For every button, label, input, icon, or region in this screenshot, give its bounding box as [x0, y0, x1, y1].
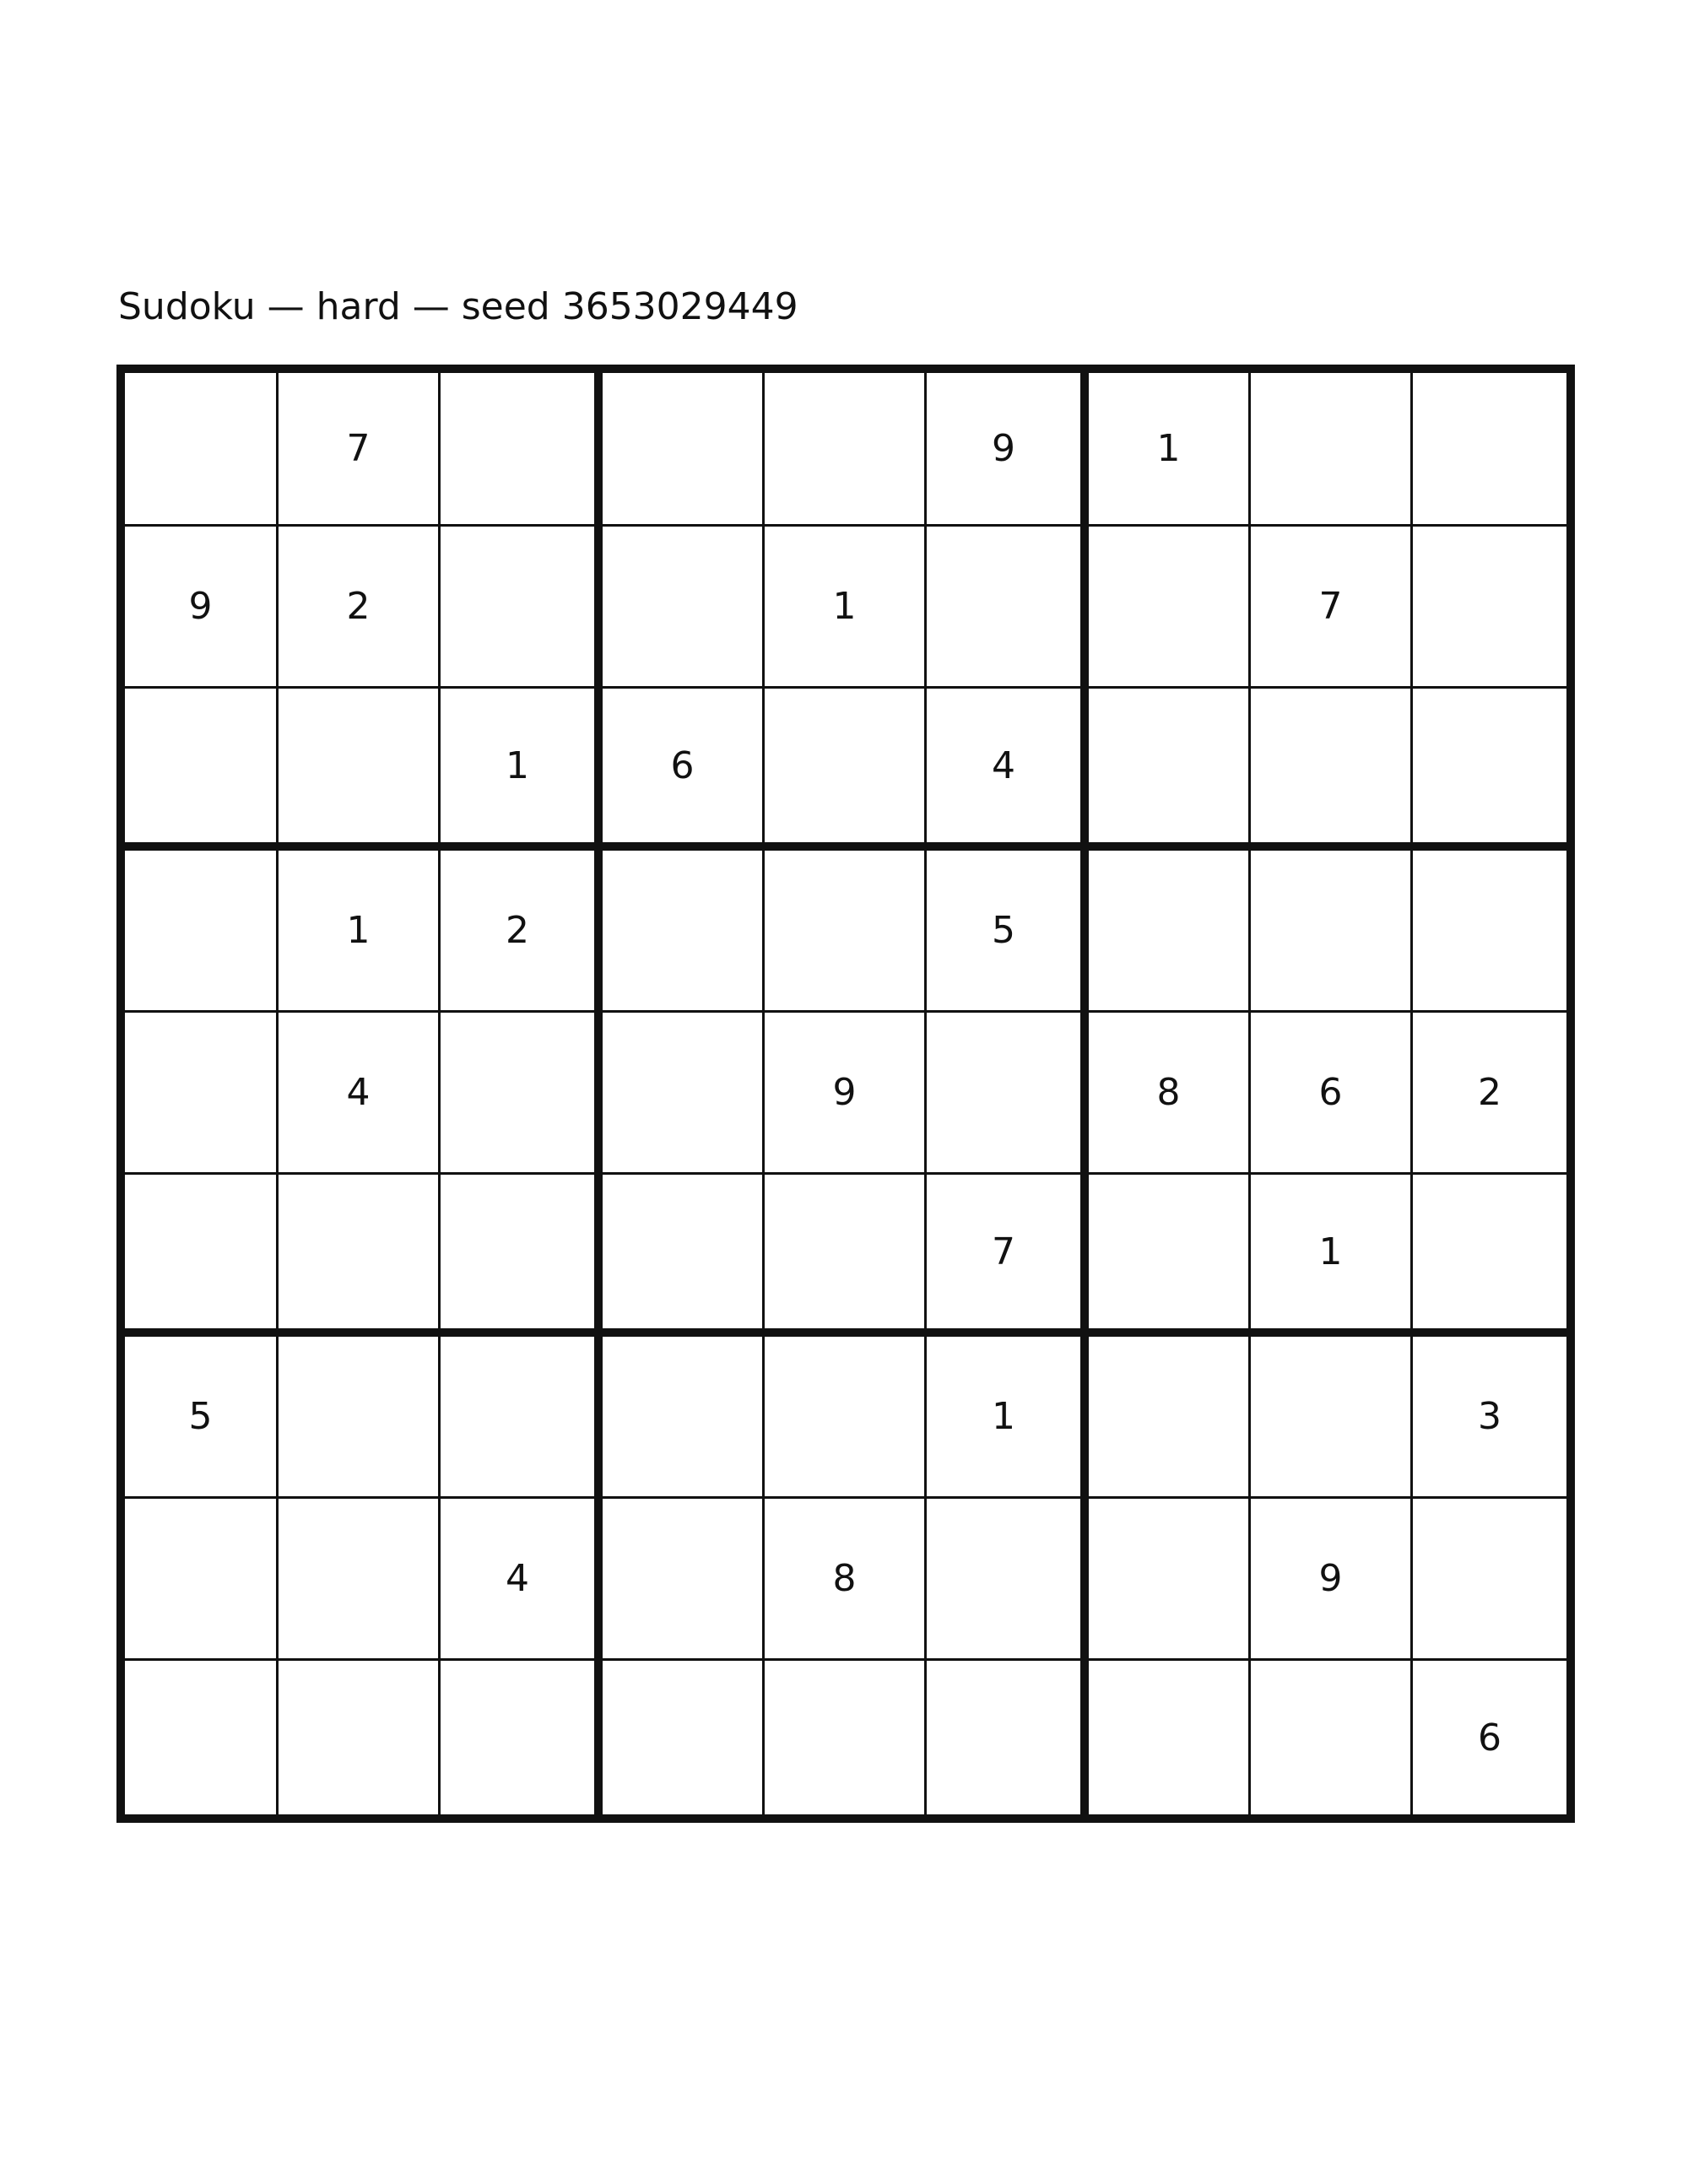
sudoku-cell-r1-c7[interactable]: 1	[1089, 365, 1251, 527]
sudoku-cell-r8-c1[interactable]	[116, 1499, 279, 1661]
sudoku-cell-r7-c8[interactable]	[1251, 1337, 1413, 1499]
sudoku-cell-r1-c2[interactable]: 7	[279, 365, 441, 527]
sudoku-cell-r2-c6[interactable]	[927, 527, 1089, 689]
sudoku-cell-r7-c4[interactable]	[603, 1337, 765, 1499]
sudoku-cell-r9-c8[interactable]	[1251, 1661, 1413, 1823]
sudoku-cell-r5-c4[interactable]	[603, 1013, 765, 1175]
sudoku-cell-r4-c2[interactable]: 1	[279, 851, 441, 1013]
sudoku-cell-r9-c3[interactable]	[441, 1661, 603, 1823]
sudoku-cell-r5-c2[interactable]: 4	[279, 1013, 441, 1175]
sudoku-cell-r6-c4[interactable]	[603, 1175, 765, 1337]
sudoku-board	[116, 365, 1575, 1823]
sudoku-cell-r4-c7[interactable]	[1089, 851, 1251, 1013]
sudoku-cell-r8-c2[interactable]	[279, 1499, 441, 1661]
sudoku-cell-r6-c1[interactable]	[116, 1175, 279, 1337]
sudoku-cell-r1-c3[interactable]	[441, 365, 603, 527]
sudoku-cell-r1-c4[interactable]	[603, 365, 765, 527]
sudoku-cell-r6-c8[interactable]: 1	[1251, 1175, 1413, 1337]
sudoku-cell-r6-c9[interactable]	[1413, 1175, 1575, 1337]
sudoku-cell-r2-c5[interactable]: 1	[765, 527, 927, 689]
sudoku-cell-r1-c8[interactable]	[1251, 365, 1413, 527]
sudoku-cell-r3-c2[interactable]	[279, 689, 441, 851]
sudoku-cell-r6-c7[interactable]	[1089, 1175, 1251, 1337]
sudoku-cell-r7-c2[interactable]	[279, 1337, 441, 1499]
sudoku-cell-r5-c5[interactable]: 9	[765, 1013, 927, 1175]
sudoku-cell-r4-c8[interactable]	[1251, 851, 1413, 1013]
sudoku-cell-r7-c3[interactable]	[441, 1337, 603, 1499]
sudoku-cell-r9-c5[interactable]	[765, 1661, 927, 1823]
sudoku-cell-r7-c1[interactable]: 5	[116, 1337, 279, 1499]
sudoku-cell-r2-c2[interactable]: 2	[279, 527, 441, 689]
sudoku-cell-r4-c3[interactable]: 2	[441, 851, 603, 1013]
sudoku-cell-r7-c6[interactable]: 1	[927, 1337, 1089, 1499]
sudoku-cell-r5-c9[interactable]: 2	[1413, 1013, 1575, 1175]
sudoku-cell-r9-c4[interactable]	[603, 1661, 765, 1823]
sudoku-cell-r6-c3[interactable]	[441, 1175, 603, 1337]
sudoku-cell-r5-c1[interactable]	[116, 1013, 279, 1175]
sudoku-cell-r4-c6[interactable]: 5	[927, 851, 1089, 1013]
sudoku-cell-r4-c5[interactable]	[765, 851, 927, 1013]
sudoku-cell-r3-c6[interactable]: 4	[927, 689, 1089, 851]
sudoku-cell-r6-c6[interactable]: 7	[927, 1175, 1089, 1337]
puzzle-title: Sudoku — hard — seed 3653029449	[118, 285, 798, 328]
sudoku-cell-r8-c9[interactable]	[1413, 1499, 1575, 1661]
sudoku-cell-r2-c7[interactable]	[1089, 527, 1251, 689]
sudoku-cell-r9-c9[interactable]: 6	[1413, 1661, 1575, 1823]
sudoku-cell-r5-c7[interactable]: 8	[1089, 1013, 1251, 1175]
sudoku-cell-r1-c1[interactable]	[116, 365, 279, 527]
sudoku-cell-r7-c7[interactable]	[1089, 1337, 1251, 1499]
sudoku-cell-r7-c9[interactable]: 3	[1413, 1337, 1575, 1499]
sudoku-cell-r1-c6[interactable]: 9	[927, 365, 1089, 527]
sudoku-cell-r2-c3[interactable]	[441, 527, 603, 689]
sudoku-cell-r9-c7[interactable]	[1089, 1661, 1251, 1823]
sudoku-cell-r3-c1[interactable]	[116, 689, 279, 851]
sudoku-cell-r4-c4[interactable]	[603, 851, 765, 1013]
sudoku-cell-r9-c2[interactable]	[279, 1661, 441, 1823]
sudoku-cell-r8-c8[interactable]: 9	[1251, 1499, 1413, 1661]
sudoku-cell-r2-c1[interactable]: 9	[116, 527, 279, 689]
sudoku-cell-r8-c7[interactable]	[1089, 1499, 1251, 1661]
sudoku-cell-r9-c1[interactable]	[116, 1661, 279, 1823]
sudoku-cell-r6-c2[interactable]	[279, 1175, 441, 1337]
sudoku-cell-r9-c6[interactable]	[927, 1661, 1089, 1823]
sudoku-cell-r8-c5[interactable]: 8	[765, 1499, 927, 1661]
sudoku-cell-r7-c5[interactable]	[765, 1337, 927, 1499]
sudoku-cell-r8-c6[interactable]	[927, 1499, 1089, 1661]
sudoku-cell-r5-c6[interactable]	[927, 1013, 1089, 1175]
sudoku-cell-r4-c1[interactable]	[116, 851, 279, 1013]
sudoku-cell-r3-c5[interactable]	[765, 689, 927, 851]
sudoku-cell-r8-c4[interactable]	[603, 1499, 765, 1661]
sudoku-cell-r3-c4[interactable]: 6	[603, 689, 765, 851]
sudoku-cell-r1-c5[interactable]	[765, 365, 927, 527]
sudoku-cell-r3-c7[interactable]	[1089, 689, 1251, 851]
sudoku-cell-r3-c9[interactable]	[1413, 689, 1575, 851]
sudoku-cell-r2-c8[interactable]: 7	[1251, 527, 1413, 689]
sudoku-cell-r2-c9[interactable]	[1413, 527, 1575, 689]
sudoku-cell-r5-c3[interactable]	[441, 1013, 603, 1175]
sudoku-cell-r3-c8[interactable]	[1251, 689, 1413, 851]
sudoku-cell-r1-c9[interactable]	[1413, 365, 1575, 527]
sudoku-cell-r5-c8[interactable]: 6	[1251, 1013, 1413, 1175]
sudoku-cell-r4-c9[interactable]	[1413, 851, 1575, 1013]
sudoku-cell-r8-c3[interactable]: 4	[441, 1499, 603, 1661]
sudoku-cell-r6-c5[interactable]	[765, 1175, 927, 1337]
sudoku-cell-r2-c4[interactable]	[603, 527, 765, 689]
sudoku-cell-r3-c3[interactable]: 1	[441, 689, 603, 851]
